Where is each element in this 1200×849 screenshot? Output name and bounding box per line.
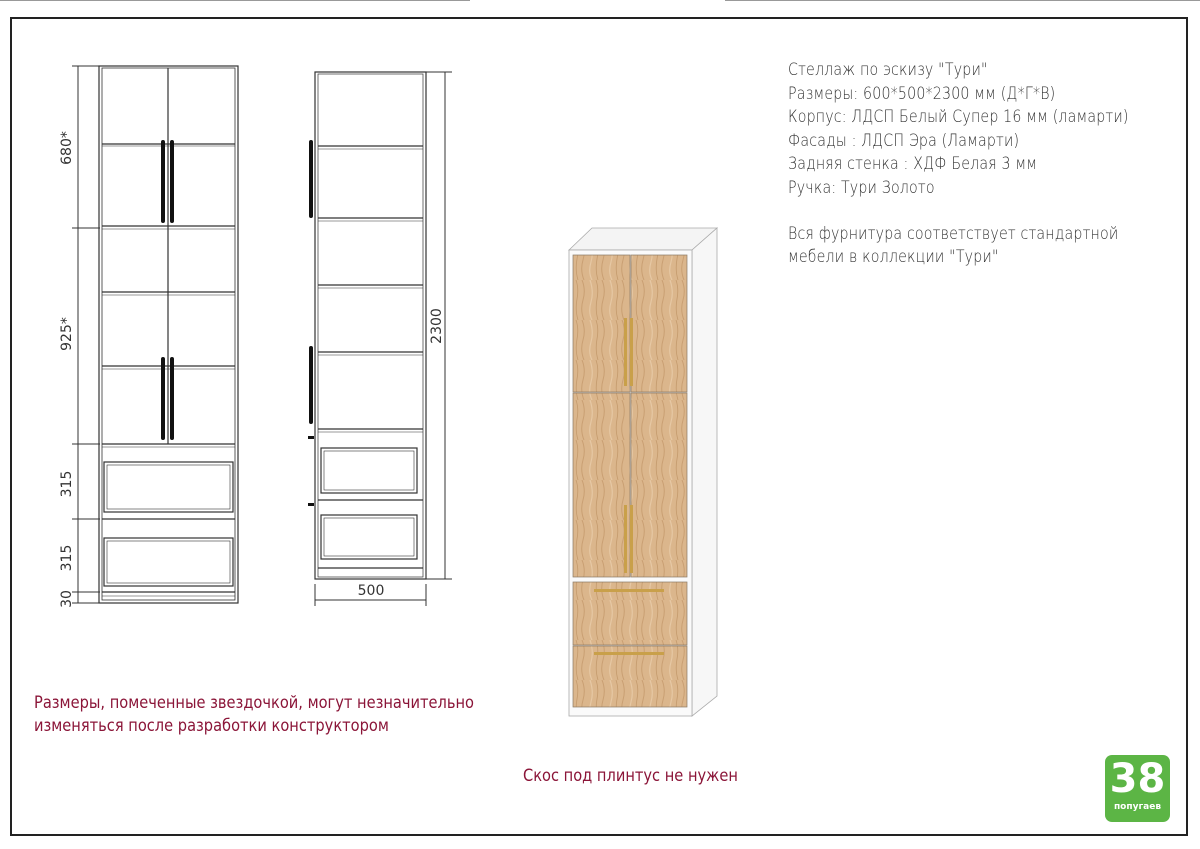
spec-line: Размеры: 600*500*2300 мм (Д*Г*В) [788,83,1056,103]
iso-door-upper-left [573,255,630,392]
spec-line: Задняя стенка : ХДФ Белая 3 мм [788,154,1038,174]
handle-icon [170,357,174,440]
front-dimension-chain [72,66,100,603]
gold-handle-icon [630,318,633,386]
spec-line: Стеллаж по эскизу "Тури" [788,60,988,79]
logo-number: 38 [1109,756,1166,802]
iso-view [569,228,717,716]
iso-side [692,228,717,716]
gold-handle-icon [624,318,627,386]
side-inner [318,74,423,577]
iso-drawer-lower [573,646,687,707]
dim-925: 925* [59,317,75,351]
spec-line: Фасады : ЛДСП Эра (Ламарти) [788,130,1020,150]
dim-315-upper: 315 [59,470,75,498]
handle-icon [309,140,313,218]
handle-icon [161,357,165,440]
front-drawer-inner [107,465,230,509]
iso-door-lower-left [573,393,630,577]
front-drawer [104,538,233,586]
gold-handle-icon [594,589,664,592]
spec-line: Корпус: ЛДСП Белый Супер 16 мм (ламарти) [788,107,1129,127]
furniture-note-line: мебели в коллекции "Тури" [788,247,999,267]
front-drawer [104,462,233,512]
front-drawer-inner [107,541,230,583]
handle-icon [161,140,165,223]
asterisk-note-line: Размеры, помеченные звездочкой, могут незначительно [34,693,475,713]
dim-depth: 500 [357,583,385,599]
gold-handle-icon [594,652,664,655]
dim-315-lower: 315 [59,544,75,572]
asterisk-note [34,692,474,738]
front-view [99,66,238,603]
furniture-note-line: Вся фурнитура соответствует стандартной [788,223,1119,243]
handle-icon [308,503,314,506]
iso-top [569,228,717,250]
spec-line: Ручка: Тури Золото [788,177,935,197]
side-view [315,72,426,579]
handle-icon [170,140,174,223]
logo-word: попугаев [1113,802,1162,812]
iso-door-lower-right [631,393,687,577]
side-handles [308,140,314,506]
plinth-note: Скос под плинтус не нужен [523,766,738,786]
asterisk-note-line: изменяться после разработки конструктором [34,716,389,736]
brand-logo [1105,755,1170,822]
gold-handle-icon [630,505,633,573]
dim-total-height: 2300 [429,308,445,344]
side-outer [315,72,426,579]
dim-30: 30 [59,590,75,608]
spec-block [788,58,1132,269]
dim-680: 680* [59,131,75,165]
handle-icon [308,436,314,439]
iso-door-upper-right [631,255,687,392]
handle-icon [309,346,313,424]
gold-handle-icon [624,505,627,573]
